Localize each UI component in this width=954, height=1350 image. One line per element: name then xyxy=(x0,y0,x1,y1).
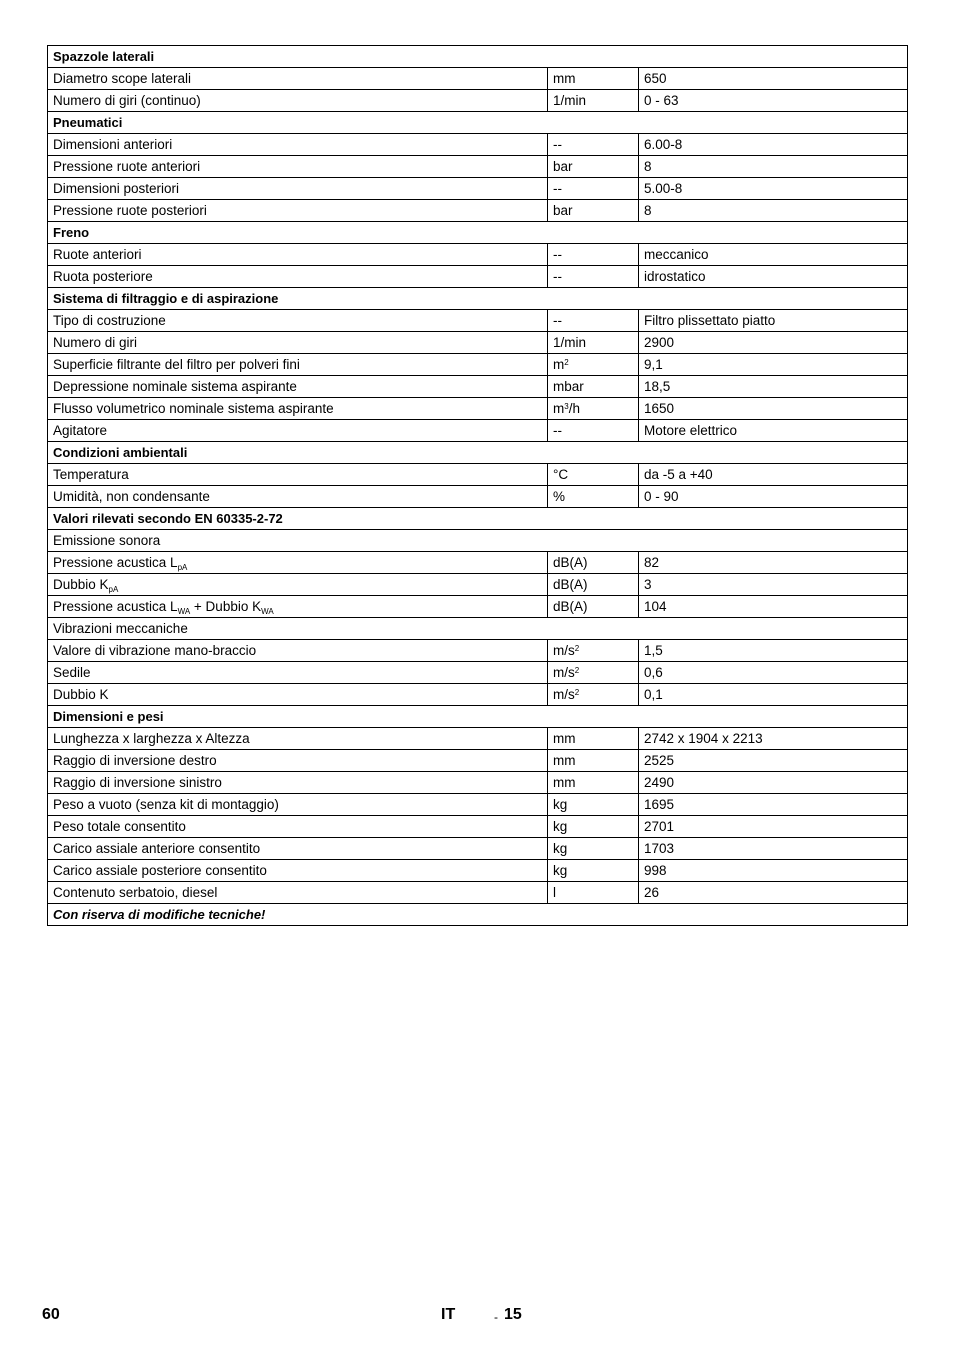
unit-text: 1/min xyxy=(553,93,587,108)
table-row xyxy=(48,200,908,222)
table-row xyxy=(48,266,908,288)
table-row xyxy=(48,134,908,156)
table-row xyxy=(48,332,908,354)
spec-value: 104 xyxy=(639,596,908,618)
page-dash: - xyxy=(494,1310,498,1324)
table-row xyxy=(48,486,908,508)
spec-label xyxy=(48,134,548,156)
spec-value: 2900 xyxy=(639,332,908,354)
section-title: Vibrazioni meccaniche xyxy=(48,618,908,640)
spec-label xyxy=(48,376,548,398)
unit-text: m/s xyxy=(553,687,575,702)
label-text: Carico assiale anteriore consentito xyxy=(53,841,261,856)
section-title: Spazzole laterali xyxy=(48,46,908,68)
spec-value: 2525 xyxy=(639,750,908,772)
unit-text: mm xyxy=(553,731,576,746)
spec-unit xyxy=(548,772,639,794)
spec-unit xyxy=(548,596,639,618)
spec-value: 2742 x 1904 x 2213 xyxy=(639,728,908,750)
spec-value: 0,6 xyxy=(639,662,908,684)
table-row xyxy=(48,398,908,420)
spec-label xyxy=(48,398,548,420)
spec-unit xyxy=(548,376,639,398)
label-text: Carico assiale posteriore consentito xyxy=(53,863,267,878)
note-row xyxy=(48,904,908,926)
unit-text: % xyxy=(553,489,566,504)
table-row xyxy=(48,68,908,90)
page-number-left: 60 xyxy=(42,1306,60,1323)
section-row xyxy=(48,530,908,552)
section-title: Condizioni ambientali xyxy=(48,442,908,464)
spec-value: 1695 xyxy=(639,794,908,816)
spec-unit xyxy=(548,574,639,596)
label-text: Raggio di inversione sinistro xyxy=(53,775,222,790)
spec-label xyxy=(48,244,548,266)
unit-text: -- xyxy=(553,247,562,262)
unit-text: bar xyxy=(553,159,573,174)
spec-label xyxy=(48,464,548,486)
table-row xyxy=(48,574,908,596)
spec-unit xyxy=(548,486,639,508)
spec-unit xyxy=(548,794,639,816)
spec-value: 0 - 63 xyxy=(639,90,908,112)
section-title: Freno xyxy=(48,222,908,244)
table-row xyxy=(48,90,908,112)
unit-superscript: 2 xyxy=(574,644,580,653)
spec-value: idrostatico xyxy=(639,266,908,288)
label-subscript: WA xyxy=(177,607,191,616)
spec-unit xyxy=(548,662,639,684)
table-row xyxy=(48,156,908,178)
section-title: Emissione sonora xyxy=(48,530,908,552)
section-row xyxy=(48,706,908,728)
spec-value: 3 xyxy=(639,574,908,596)
spec-unit xyxy=(548,354,639,376)
unit-text: °C xyxy=(553,467,569,482)
table-row xyxy=(48,772,908,794)
spec-label xyxy=(48,354,548,376)
spec-value: da -5 a +40 xyxy=(639,464,908,486)
unit-superscript: 2 xyxy=(564,358,569,367)
table-row xyxy=(48,794,908,816)
spec-unit xyxy=(548,90,639,112)
spec-value: 2701 xyxy=(639,816,908,838)
spec-unit xyxy=(548,816,639,838)
section-title: Valori rilevati secondo EN 60335-2-72 xyxy=(48,508,908,530)
spec-label xyxy=(48,332,548,354)
spec-value: 1,5 xyxy=(639,640,908,662)
table-row xyxy=(48,816,908,838)
table-row xyxy=(48,420,908,442)
spec-unit xyxy=(548,552,639,574)
spec-unit xyxy=(548,464,639,486)
spec-value: 998 xyxy=(639,860,908,882)
label-text: Pressione acustica L xyxy=(53,599,178,614)
spec-unit xyxy=(548,200,639,222)
label-text: Pressione ruote anteriori xyxy=(53,159,201,174)
label-text: Contenuto serbatoio, diesel xyxy=(53,885,218,900)
spec-label xyxy=(48,684,548,706)
table-row xyxy=(48,860,908,882)
note-text: Con riserva di modifiche tecniche! xyxy=(48,904,908,926)
unit-text: dB(A) xyxy=(553,599,588,614)
table-row xyxy=(48,728,908,750)
spec-label xyxy=(48,552,548,574)
label-text: Diametro scope laterali xyxy=(53,71,192,86)
label-subscript: WA xyxy=(261,607,274,616)
unit-text: -- xyxy=(553,313,562,328)
unit-text: 1/min xyxy=(553,335,587,350)
label-text: Umidità, non condensante xyxy=(53,489,210,504)
label-text: Pressione ruote posteriori xyxy=(53,203,207,218)
table-row xyxy=(48,354,908,376)
label-text: Valore di vibrazione mano-braccio xyxy=(53,643,257,658)
spec-unit xyxy=(548,332,639,354)
unit-text: bar xyxy=(553,203,573,218)
spec-value: 9,1 xyxy=(639,354,908,376)
label-subscript: pA xyxy=(177,563,188,572)
spec-unit xyxy=(548,728,639,750)
table-row xyxy=(48,662,908,684)
unit-text: kg xyxy=(553,863,568,878)
technical-data-table xyxy=(47,45,908,926)
spec-label xyxy=(48,838,548,860)
spec-label xyxy=(48,794,548,816)
label-text: Numero di giri xyxy=(53,335,138,350)
unit-text: -- xyxy=(553,181,562,196)
spec-value: 2490 xyxy=(639,772,908,794)
spec-unit xyxy=(548,420,639,442)
label-text: Lunghezza x larghezza x Altezza xyxy=(53,731,250,746)
unit-text: dB(A) xyxy=(553,577,588,592)
label-text: Numero di giri (continuo) xyxy=(53,93,201,108)
label-text: Superficie filtrante del filtro per polveri fini xyxy=(53,357,300,372)
spec-unit xyxy=(548,684,639,706)
spec-unit xyxy=(548,838,639,860)
language-code: IT xyxy=(441,1306,456,1323)
table-row xyxy=(48,244,908,266)
spec-unit xyxy=(548,310,639,332)
spec-label xyxy=(48,772,548,794)
spec-unit xyxy=(548,156,639,178)
spec-label xyxy=(48,420,548,442)
spec-value: 5.00-8 xyxy=(639,178,908,200)
spec-unit xyxy=(548,860,639,882)
unit-text-after: /h xyxy=(568,401,580,416)
spec-label xyxy=(48,662,548,684)
spec-unit xyxy=(548,266,639,288)
spec-label xyxy=(48,860,548,882)
label-text: Dubbio K xyxy=(53,687,109,702)
unit-text: kg xyxy=(553,819,568,834)
spec-value: 1703 xyxy=(639,838,908,860)
unit-text: mm xyxy=(553,753,576,768)
spec-value: 650 xyxy=(639,68,908,90)
section-row xyxy=(48,46,908,68)
table-row xyxy=(48,552,908,574)
spec-unit xyxy=(548,640,639,662)
spec-value: 18,5 xyxy=(639,376,908,398)
spec-unit xyxy=(548,882,639,904)
spec-label xyxy=(48,750,548,772)
table-row xyxy=(48,376,908,398)
spec-unit xyxy=(548,68,639,90)
unit-text: -- xyxy=(553,423,562,438)
section-title: Dimensioni e pesi xyxy=(48,706,908,728)
label-text: Dubbio K xyxy=(53,577,109,592)
section-row xyxy=(48,618,908,640)
unit-text: mm xyxy=(553,71,576,86)
page-number-right: 15 xyxy=(504,1306,522,1323)
spec-value: 0,1 xyxy=(639,684,908,706)
spec-label xyxy=(48,882,548,904)
table-row xyxy=(48,310,908,332)
spec-unit xyxy=(548,134,639,156)
spec-label xyxy=(48,90,548,112)
unit-superscript: 2 xyxy=(574,688,580,697)
unit-text: kg xyxy=(553,841,568,856)
label-text: Sedile xyxy=(53,665,91,680)
label-text: Ruota posteriore xyxy=(53,269,153,284)
spec-value: 0 - 90 xyxy=(639,486,908,508)
table-row xyxy=(48,178,908,200)
table-row xyxy=(48,596,908,618)
spec-label xyxy=(48,596,548,618)
section-row xyxy=(48,508,908,530)
table-row xyxy=(48,750,908,772)
unit-text: kg xyxy=(553,797,568,812)
spec-value: Filtro plissettato piatto xyxy=(639,310,908,332)
table-row xyxy=(48,838,908,860)
unit-text: -- xyxy=(553,269,562,284)
label-text: Ruote anteriori xyxy=(53,247,142,262)
label-text: Temperatura xyxy=(53,467,129,482)
spec-value: 8 xyxy=(639,200,908,222)
spec-unit xyxy=(548,244,639,266)
spec-value: 26 xyxy=(639,882,908,904)
table-row xyxy=(48,684,908,706)
unit-text: m xyxy=(553,401,565,416)
table-row xyxy=(48,464,908,486)
label-text: Tipo di costruzione xyxy=(53,313,166,328)
spec-unit xyxy=(548,398,639,420)
label-text: Raggio di inversione destro xyxy=(53,753,217,768)
spec-label xyxy=(48,156,548,178)
spec-value: 8 xyxy=(639,156,908,178)
spec-unit xyxy=(548,178,639,200)
unit-text: m/s xyxy=(553,665,575,680)
label-text: Agitatore xyxy=(53,423,108,438)
unit-text: dB(A) xyxy=(553,555,588,570)
spec-label xyxy=(48,486,548,508)
unit-text: mbar xyxy=(553,379,584,394)
section-title: Pneumatici xyxy=(48,112,908,134)
unit-text: l xyxy=(553,885,556,900)
label-subscript: pA xyxy=(108,585,119,594)
spec-value: 6.00-8 xyxy=(639,134,908,156)
section-row xyxy=(48,288,908,310)
label-text-after: + Dubbio K xyxy=(190,599,262,614)
unit-text: m xyxy=(553,357,565,372)
table-row xyxy=(48,640,908,662)
table-row xyxy=(48,882,908,904)
spec-value: 82 xyxy=(639,552,908,574)
spec-label xyxy=(48,640,548,662)
label-text: Flusso volumetrico nominale sistema aspirante xyxy=(53,401,334,416)
spec-label xyxy=(48,816,548,838)
spec-label xyxy=(48,200,548,222)
label-text: Pressione acustica L xyxy=(53,555,178,570)
spec-label xyxy=(48,310,548,332)
unit-text: -- xyxy=(553,137,562,152)
spec-label xyxy=(48,574,548,596)
label-text: Peso totale consentito xyxy=(53,819,186,834)
label-text: Peso a vuoto (senza kit di montaggio) xyxy=(53,797,279,812)
spec-value: 1650 xyxy=(639,398,908,420)
spec-label xyxy=(48,178,548,200)
spec-unit xyxy=(548,750,639,772)
label-text: Dimensioni anteriori xyxy=(53,137,173,152)
unit-text: mm xyxy=(553,775,576,790)
unit-text: m/s xyxy=(553,643,575,658)
section-title: Sistema di filtraggio e di aspirazione xyxy=(48,288,908,310)
label-text: Dimensioni posteriori xyxy=(53,181,180,196)
unit-superscript: 3 xyxy=(564,402,569,411)
spec-label xyxy=(48,266,548,288)
label-text: Depressione nominale sistema aspirante xyxy=(53,379,297,394)
spec-label xyxy=(48,728,548,750)
section-row xyxy=(48,442,908,464)
section-row xyxy=(48,222,908,244)
spec-value: meccanico xyxy=(639,244,908,266)
spec-label xyxy=(48,68,548,90)
spec-value: Motore elettrico xyxy=(639,420,908,442)
section-row xyxy=(48,112,908,134)
unit-superscript: 2 xyxy=(574,666,580,675)
